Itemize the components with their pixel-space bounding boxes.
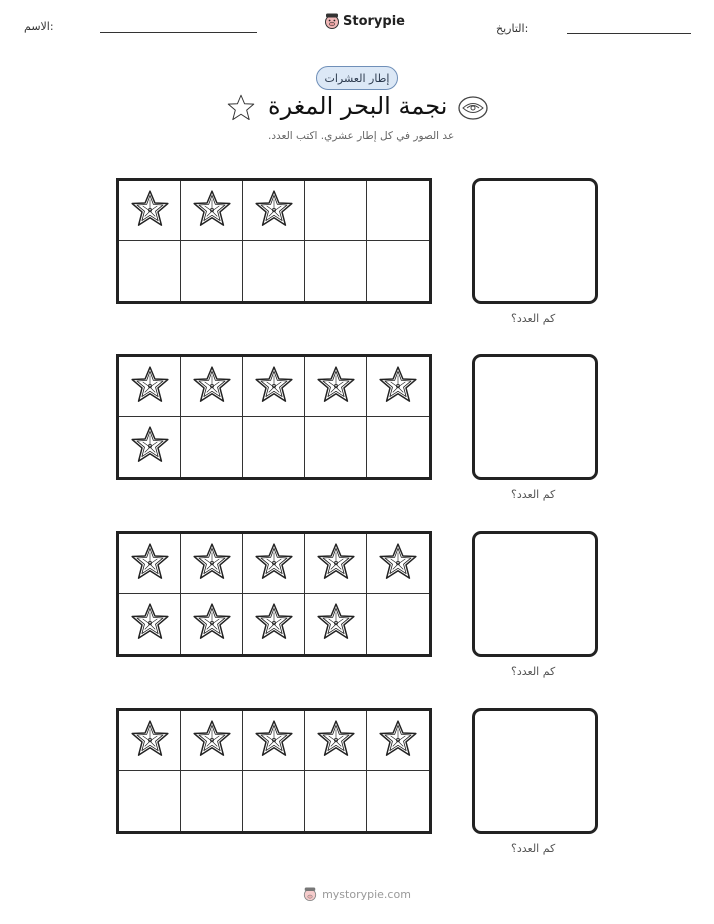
ten-frame-cell bbox=[181, 534, 243, 594]
ten-frame-cell bbox=[305, 181, 367, 241]
starfish-icon bbox=[129, 718, 171, 764]
starfish-icon bbox=[253, 541, 295, 587]
ten-frame-cell bbox=[181, 417, 243, 477]
ten-frame-cell bbox=[367, 181, 429, 241]
shell-icon bbox=[457, 95, 489, 125]
starfish-icon bbox=[129, 188, 171, 234]
answer-box[interactable] bbox=[472, 708, 598, 834]
ten-frame-cell bbox=[367, 711, 429, 771]
ten-frame bbox=[116, 354, 432, 480]
starfish-icon bbox=[129, 601, 171, 647]
title-starfish-icon bbox=[226, 93, 256, 127]
page-title: نجمة البحر المغرة bbox=[268, 92, 448, 120]
ten-frame-cell bbox=[119, 241, 181, 301]
ten-frame-cell bbox=[181, 241, 243, 301]
ten-frame-cell bbox=[181, 181, 243, 241]
ten-frame-cell bbox=[181, 594, 243, 654]
starfish-icon bbox=[315, 601, 357, 647]
ten-frame-cell bbox=[367, 241, 429, 301]
how-many-question: كم العدد؟ bbox=[511, 488, 556, 501]
ten-frame-cell bbox=[243, 181, 305, 241]
starfish-icon bbox=[253, 601, 295, 647]
starfish-icon bbox=[129, 424, 171, 470]
ten-frame-cell bbox=[119, 534, 181, 594]
ten-frame-cell bbox=[243, 357, 305, 417]
ten-frame-cell bbox=[367, 417, 429, 477]
starfish-icon bbox=[253, 718, 295, 764]
answer-box[interactable] bbox=[472, 178, 598, 304]
starfish-icon bbox=[191, 541, 233, 587]
ten-frame-cell bbox=[367, 534, 429, 594]
ten-frame-cell bbox=[243, 417, 305, 477]
ten-frame-cell bbox=[305, 241, 367, 301]
pig-mascot-icon bbox=[303, 886, 317, 902]
ten-frame-cell bbox=[305, 711, 367, 771]
starfish-icon bbox=[377, 718, 419, 764]
answer-box[interactable] bbox=[472, 354, 598, 480]
starfish-icon bbox=[129, 541, 171, 587]
how-many-question: كم العدد؟ bbox=[511, 842, 556, 855]
starfish-icon bbox=[129, 364, 171, 410]
ten-frame-cell bbox=[243, 534, 305, 594]
ten-frame bbox=[116, 178, 432, 304]
footer-url: mystorypie.com bbox=[322, 887, 411, 901]
ten-frame-cell bbox=[305, 594, 367, 654]
ten-frame-cell bbox=[181, 357, 243, 417]
date-line[interactable] bbox=[567, 33, 691, 34]
ten-frame-cell bbox=[119, 417, 181, 477]
ten-frame-cell bbox=[243, 771, 305, 831]
pig-mascot-icon bbox=[324, 12, 340, 30]
ten-frame-cell bbox=[243, 711, 305, 771]
ten-frame-cell bbox=[367, 594, 429, 654]
starfish-icon bbox=[191, 601, 233, 647]
name-line[interactable] bbox=[100, 32, 257, 33]
how-many-question: كم العدد؟ bbox=[511, 312, 556, 325]
ten-frame-cell bbox=[305, 357, 367, 417]
date-label: التاريخ: bbox=[496, 22, 529, 35]
ten-frame-cell bbox=[119, 181, 181, 241]
footer bbox=[0, 886, 714, 902]
ten-frame-cell bbox=[181, 711, 243, 771]
brand-logo bbox=[324, 12, 405, 30]
ten-frame bbox=[116, 708, 432, 834]
ten-frame bbox=[116, 531, 432, 657]
ten-frame-cell bbox=[305, 534, 367, 594]
brand-name: Storypie bbox=[343, 13, 405, 29]
ten-frame-cell bbox=[181, 771, 243, 831]
starfish-icon bbox=[191, 364, 233, 410]
ten-frame-cell bbox=[367, 357, 429, 417]
ten-frame-cell bbox=[119, 771, 181, 831]
starfish-icon bbox=[315, 364, 357, 410]
starfish-icon bbox=[191, 718, 233, 764]
ten-frame-cell bbox=[119, 711, 181, 771]
starfish-icon bbox=[191, 188, 233, 234]
starfish-icon bbox=[315, 718, 357, 764]
ten-frame-cell bbox=[119, 594, 181, 654]
starfish-icon bbox=[377, 541, 419, 587]
ten-frame-cell bbox=[243, 241, 305, 301]
starfish-icon bbox=[315, 541, 357, 587]
ten-frame-cell bbox=[367, 771, 429, 831]
ten-frame-cell bbox=[243, 594, 305, 654]
ten-frame-cell bbox=[119, 357, 181, 417]
worksheet-type-badge: إطار العشرات bbox=[316, 66, 398, 90]
starfish-icon bbox=[253, 188, 295, 234]
starfish-icon bbox=[253, 364, 295, 410]
starfish-icon bbox=[377, 364, 419, 410]
answer-box[interactable] bbox=[472, 531, 598, 657]
name-label: الاسم: bbox=[24, 20, 54, 33]
ten-frame-cell bbox=[305, 417, 367, 477]
how-many-question: كم العدد؟ bbox=[511, 665, 556, 678]
ten-frame-cell bbox=[305, 771, 367, 831]
instructions: عد الصور في كل إطار عشري. اكتب العدد. bbox=[268, 130, 455, 142]
